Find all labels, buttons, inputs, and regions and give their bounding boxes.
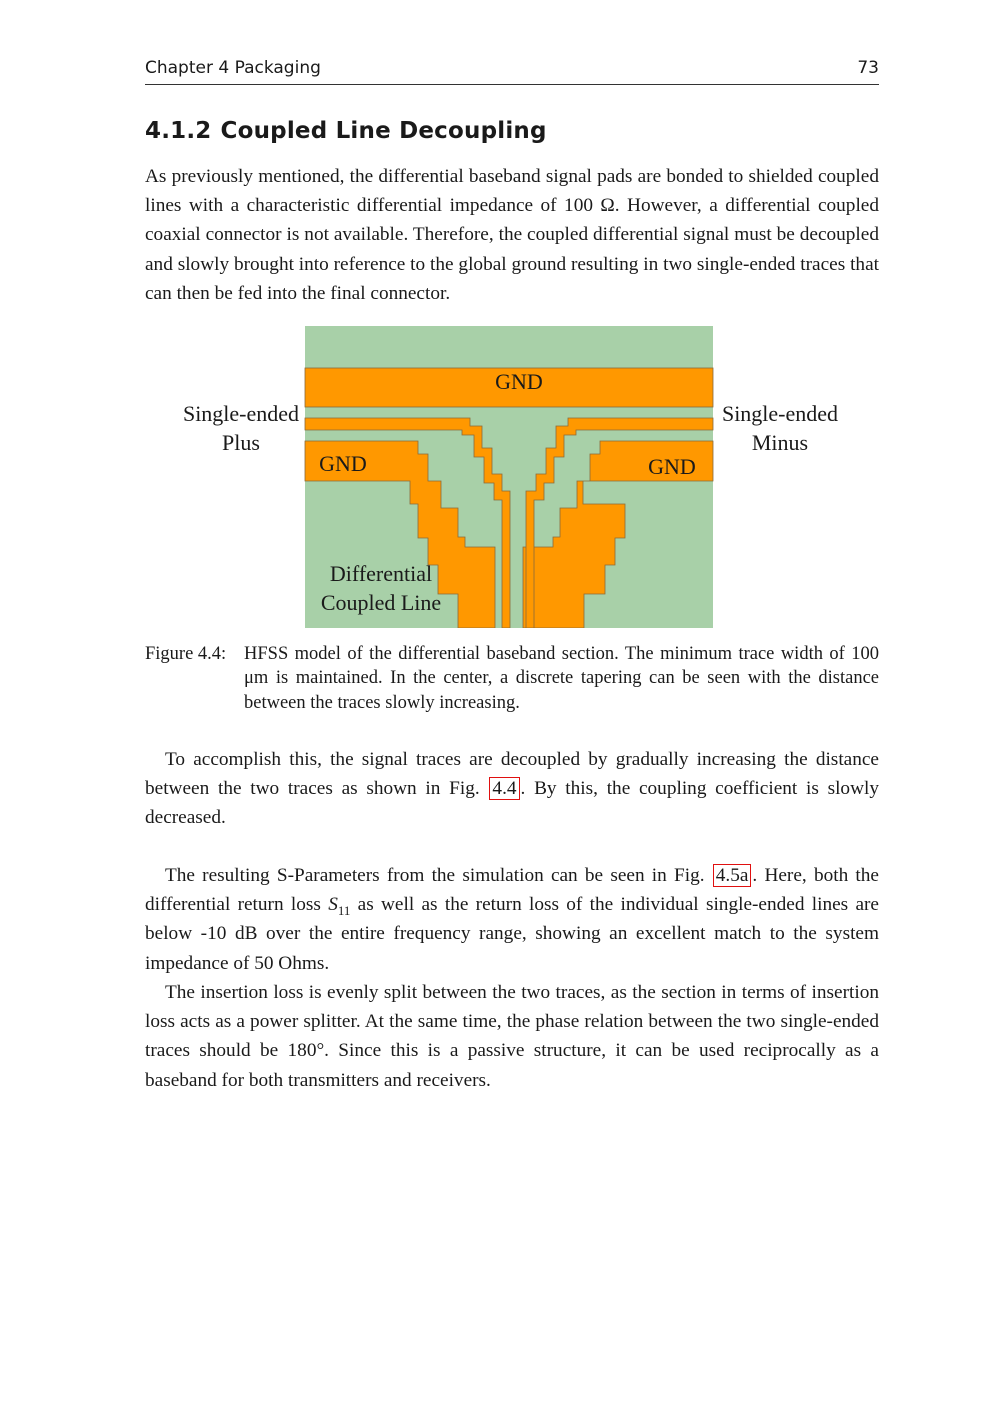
paragraph-s-parameters bbox=[145, 861, 879, 978]
p2-text-before: To accomplish this, the signal traces are decoupled by gradually increasing the distance between the two traces as shown in Fig. bbox=[145, 749, 879, 800]
paragraph-intro: As previously mentioned, the differential baseband signal pads are bonded to shielded coupled lines with a characteristic differential impedance of 100 Ω. However, a differential coupled coaxial connector is not available. Therefore, the coupled differential signal must be decoupled and slowly brought into reference to the global ground resulting in two single-ended traces that can then be fed into the final connector. bbox=[145, 166, 879, 304]
differential-label-line1: Differential bbox=[329, 561, 433, 586]
caption-label: Figure 4.4: bbox=[145, 644, 227, 664]
single-ended-plus-label-line1: Single-ended bbox=[182, 401, 300, 426]
single-ended-minus-label-line2: Minus bbox=[751, 430, 809, 455]
single-ended-minus-label-line1: Single-ended bbox=[721, 401, 839, 426]
section-title: Coupled Line Decoupling bbox=[220, 118, 547, 144]
p2-text-after: . By this, the coupling coefficient is slowly decreased. bbox=[145, 778, 879, 829]
single-ended-plus-label-line2: Plus bbox=[222, 430, 260, 455]
p3-text-middle: . Here, both the differential return loss bbox=[145, 865, 879, 916]
hfss-model-diagram bbox=[170, 326, 850, 628]
page-number: 73 bbox=[857, 58, 879, 78]
figure-hfss-model bbox=[170, 326, 850, 628]
figure-ref-4-5a[interactable]: 4.5a bbox=[713, 864, 752, 887]
p3-text-before: The resulting S-Parameters from the simulation can be seen in Fig. bbox=[165, 865, 712, 886]
chapter-title: Chapter 4 Packaging bbox=[145, 58, 321, 78]
p3-text-after: as well as the return loss of the individual single-ended lines are below -10 dB over the entire frequency range, showing an excellent match to the system impedance of 50 Ohms. bbox=[145, 894, 879, 974]
paragraph-decoupling bbox=[145, 745, 879, 833]
figure-ref-4-4[interactable]: 4.4 bbox=[489, 777, 519, 800]
section-heading bbox=[145, 118, 547, 144]
gnd-label-left: GND bbox=[319, 451, 367, 476]
caption-text: HFSS model of the differential baseband section. The minimum trace width of 100 μm is maintained. In the center, a discrete tapering can be seen with the distance between the traces slowly increasing. bbox=[244, 644, 879, 713]
paragraph-insertion-loss: The insertion loss is evenly split between the two traces, as the section in terms of insertion loss acts as a power splitter. At the same time, the phase relation between the two single-ended traces should be 180°. Since this is a passive structure, it can be used reciprocally as a baseband for both transmitters and receivers. bbox=[145, 982, 879, 1091]
section-number: 4.1.2 bbox=[145, 118, 212, 144]
s-parameter-subscript: 11 bbox=[337, 903, 351, 919]
gnd-label-top: GND bbox=[495, 369, 543, 394]
gnd-label-right: GND bbox=[648, 454, 696, 479]
running-header bbox=[145, 56, 879, 85]
s-parameter-symbol: S bbox=[328, 894, 338, 916]
differential-label-line2: Coupled Line bbox=[320, 590, 442, 615]
